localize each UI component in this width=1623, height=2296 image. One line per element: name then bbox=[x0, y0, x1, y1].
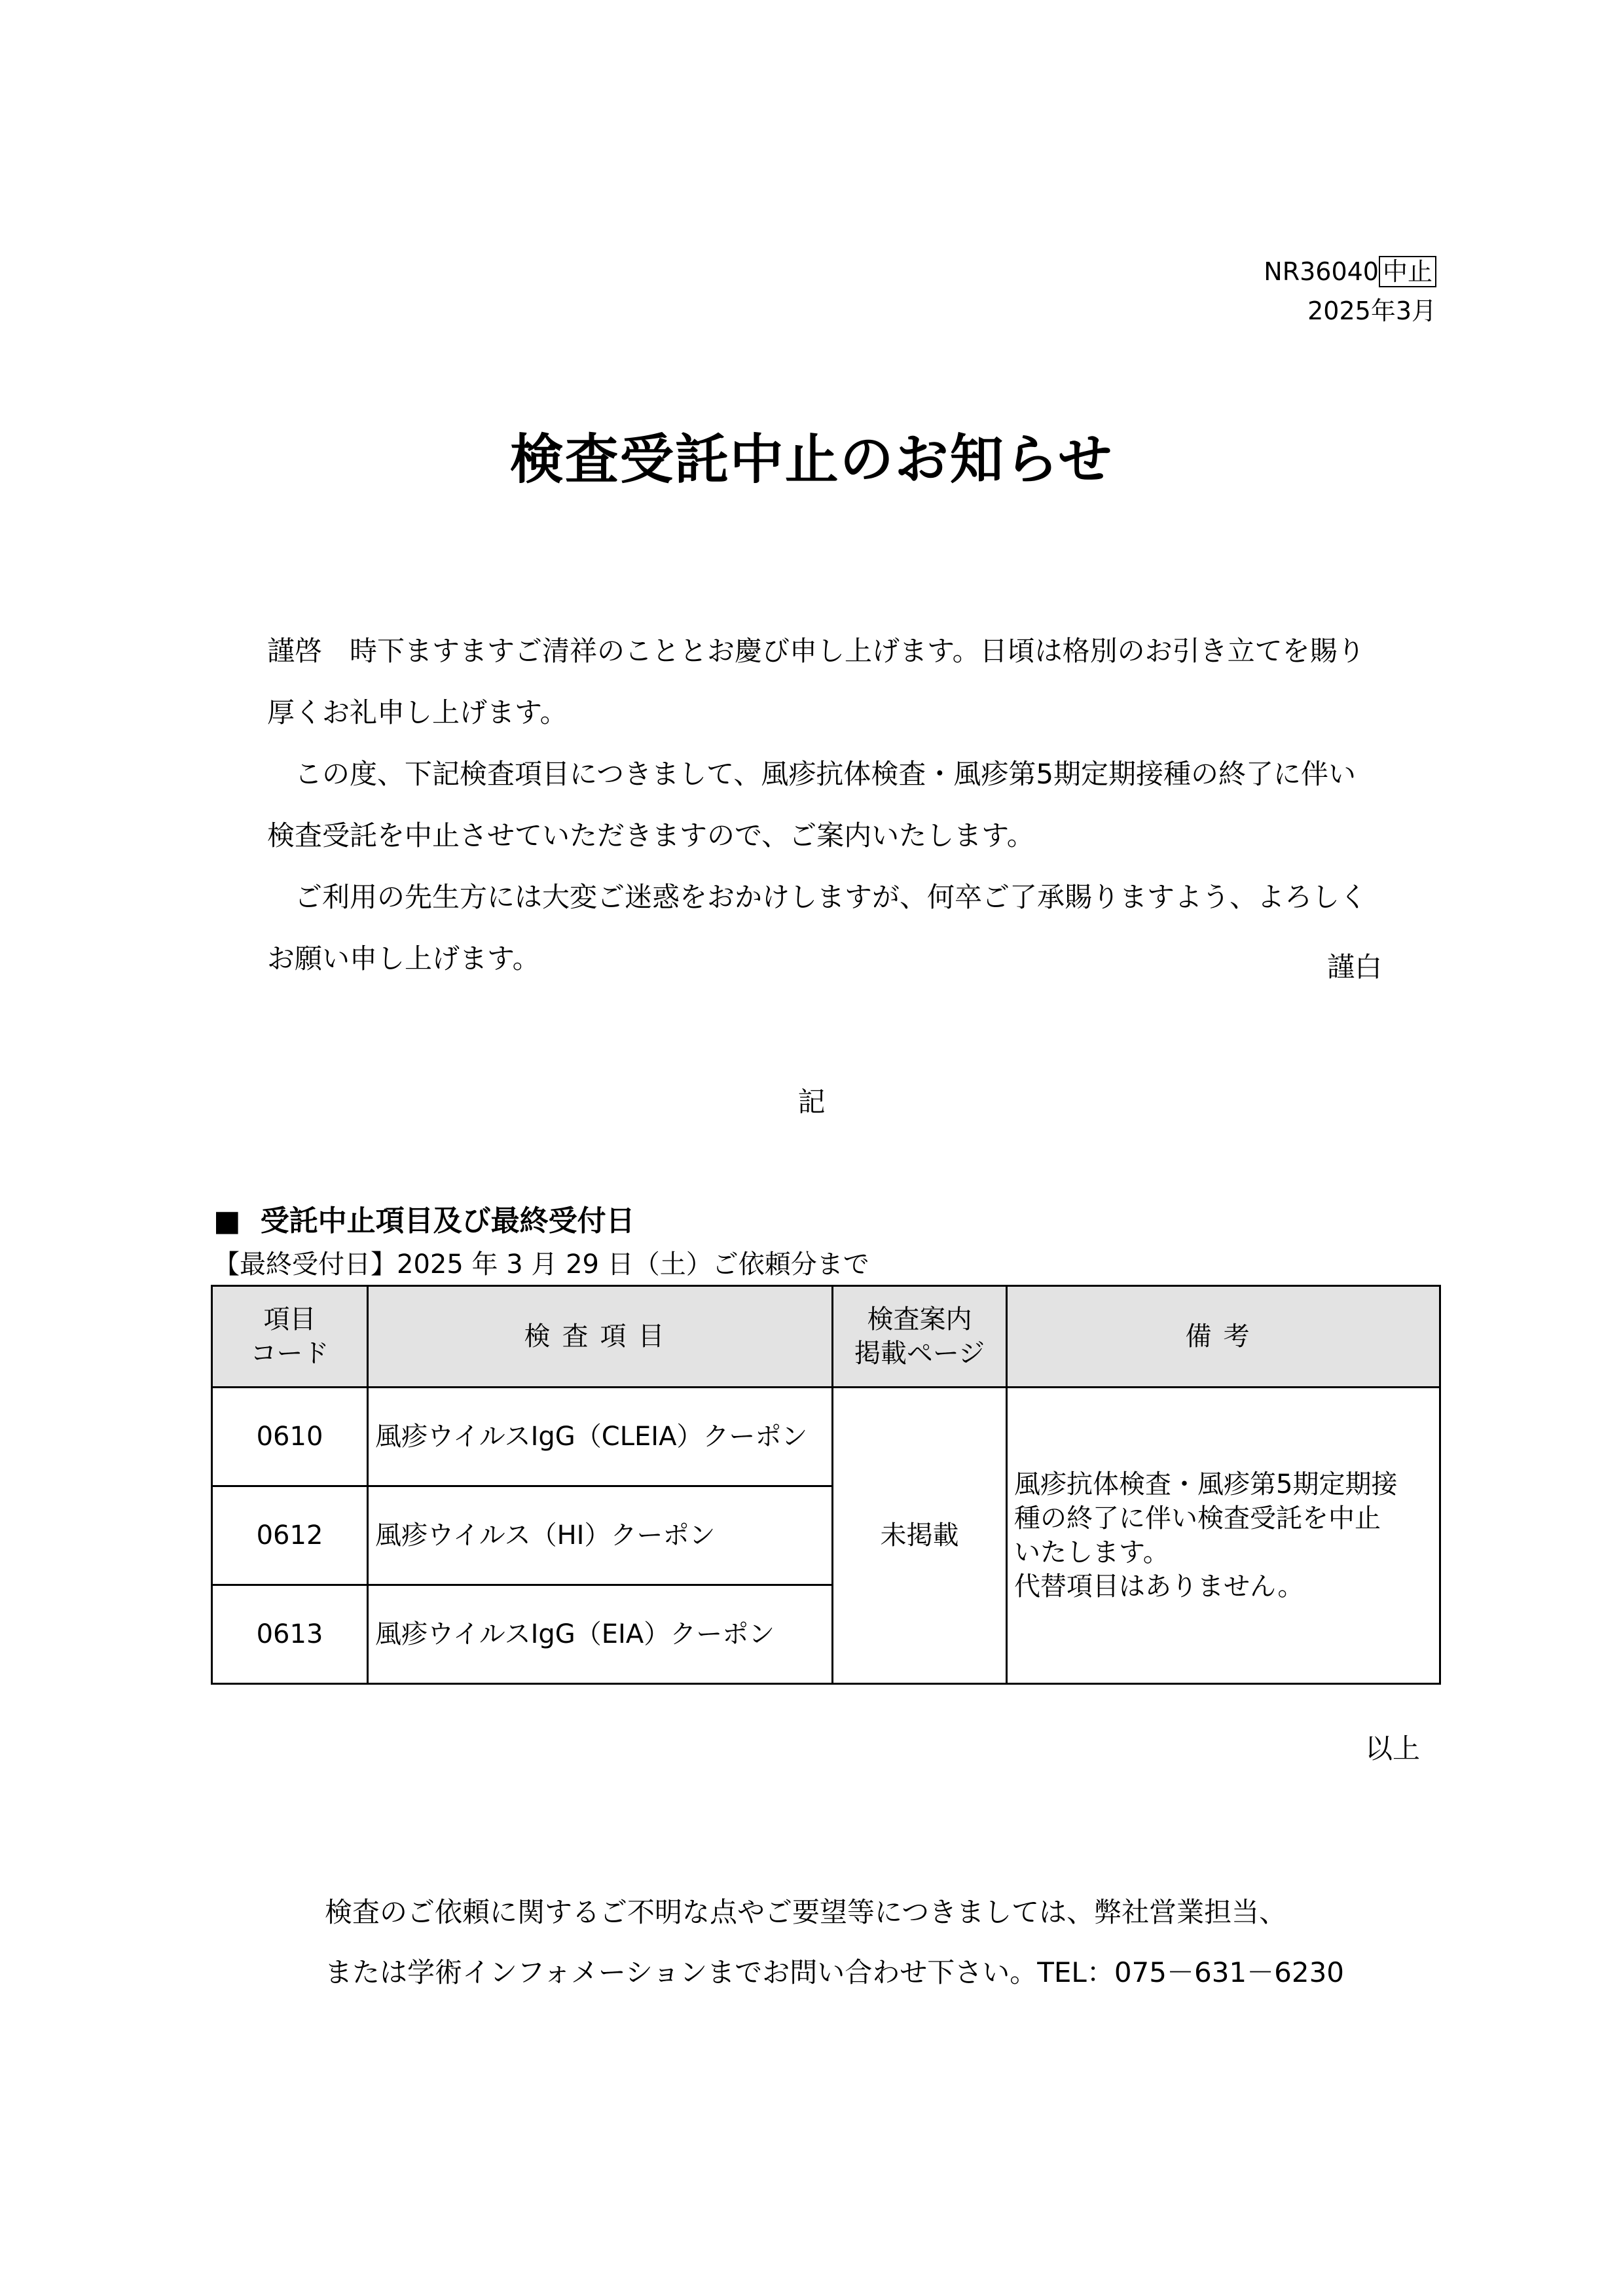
test-item-name: 風疹ウイルス（HI）クーポン bbox=[368, 1486, 833, 1585]
remarks-line-3: いたします。 bbox=[1014, 1537, 1169, 1568]
test-item-name: 風疹ウイルスIgG（EIA）クーポン bbox=[368, 1585, 833, 1684]
section-heading-text: 受託中止項目及び最終受付日 bbox=[260, 1204, 635, 1238]
remarks-line-4: 代替項目はありません。 bbox=[1014, 1571, 1304, 1602]
body-line-4: 検査受託を中止させていただきますので、ご案内いたします。 bbox=[267, 819, 1034, 852]
document-number bbox=[1264, 254, 1436, 289]
header-test-item: 検査項目 bbox=[368, 1286, 833, 1388]
remarks-line-1: 風疹抗体検査・風疹第5期定期接 bbox=[1014, 1469, 1398, 1499]
remarks bbox=[1007, 1388, 1440, 1684]
body-line-5: ご利用の先生方には大変ご迷惑をおかけしますが、何卒ご了承賜りますよう、よろしく bbox=[267, 881, 1368, 913]
discontinued-items-table bbox=[211, 1285, 1441, 1685]
header-guide-page: 検査案内 掲載ページ bbox=[833, 1286, 1007, 1388]
document-status-box: 中止 bbox=[1379, 256, 1436, 287]
footer-line-1: 検査のご依頼に関するご不明な点やご要望等につきましては、弊社営業担当、 bbox=[325, 1896, 1287, 1928]
final-acceptance-date: 【最終受付日】2025 年 3 月 29 日（土）ご依頼分まで bbox=[213, 1249, 869, 1280]
footer-line-2: または学術インフォメーションまでお問い合わせ下さい。TEL：075－631－6230 bbox=[325, 1956, 1345, 1988]
contact-footer bbox=[325, 1882, 1438, 2003]
body-line-1: 謹啓 時下ますますご清祥のこととお慶び申し上げます。日頃は格別のお引き立てを賜り bbox=[267, 635, 1365, 667]
body-line-2: 厚くお礼申し上げます。 bbox=[267, 696, 568, 728]
item-code: 0610 bbox=[212, 1388, 368, 1486]
test-item-name: 風疹ウイルスIgG（CLEIA）クーポン bbox=[368, 1388, 833, 1486]
item-code: 0612 bbox=[212, 1486, 368, 1585]
table-header-row bbox=[212, 1286, 1440, 1388]
body-line-6: お願い申し上げます。 bbox=[267, 942, 540, 975]
header-item-code: 項目 コード bbox=[212, 1286, 368, 1388]
ki-label: 記 bbox=[797, 1086, 826, 1118]
header-remarks: 備考 bbox=[1007, 1286, 1440, 1388]
letter-body bbox=[267, 620, 1393, 990]
closing-ijou: 以上 bbox=[1364, 1732, 1420, 1765]
square-bullet-icon: ■ bbox=[213, 1204, 241, 1238]
table-row bbox=[212, 1388, 1440, 1486]
section-heading bbox=[213, 1202, 635, 1241]
closing-kinpaku: 謹白 bbox=[1326, 951, 1382, 983]
document-date: 2025年3月 bbox=[1307, 296, 1436, 325]
guide-page: 未掲載 bbox=[833, 1388, 1007, 1684]
remarks-line-2: 種の終了に伴い検査受託を中止 bbox=[1014, 1503, 1381, 1534]
document-code: NR36040 bbox=[1264, 257, 1379, 286]
item-code: 0613 bbox=[212, 1585, 368, 1684]
body-line-3: この度、下記検査項目につきまして、風疹抗体検査・風疹第5期定期接種の終了に伴い bbox=[267, 758, 1357, 790]
page-title: 検査受託中止のお知らせ bbox=[509, 429, 1114, 491]
